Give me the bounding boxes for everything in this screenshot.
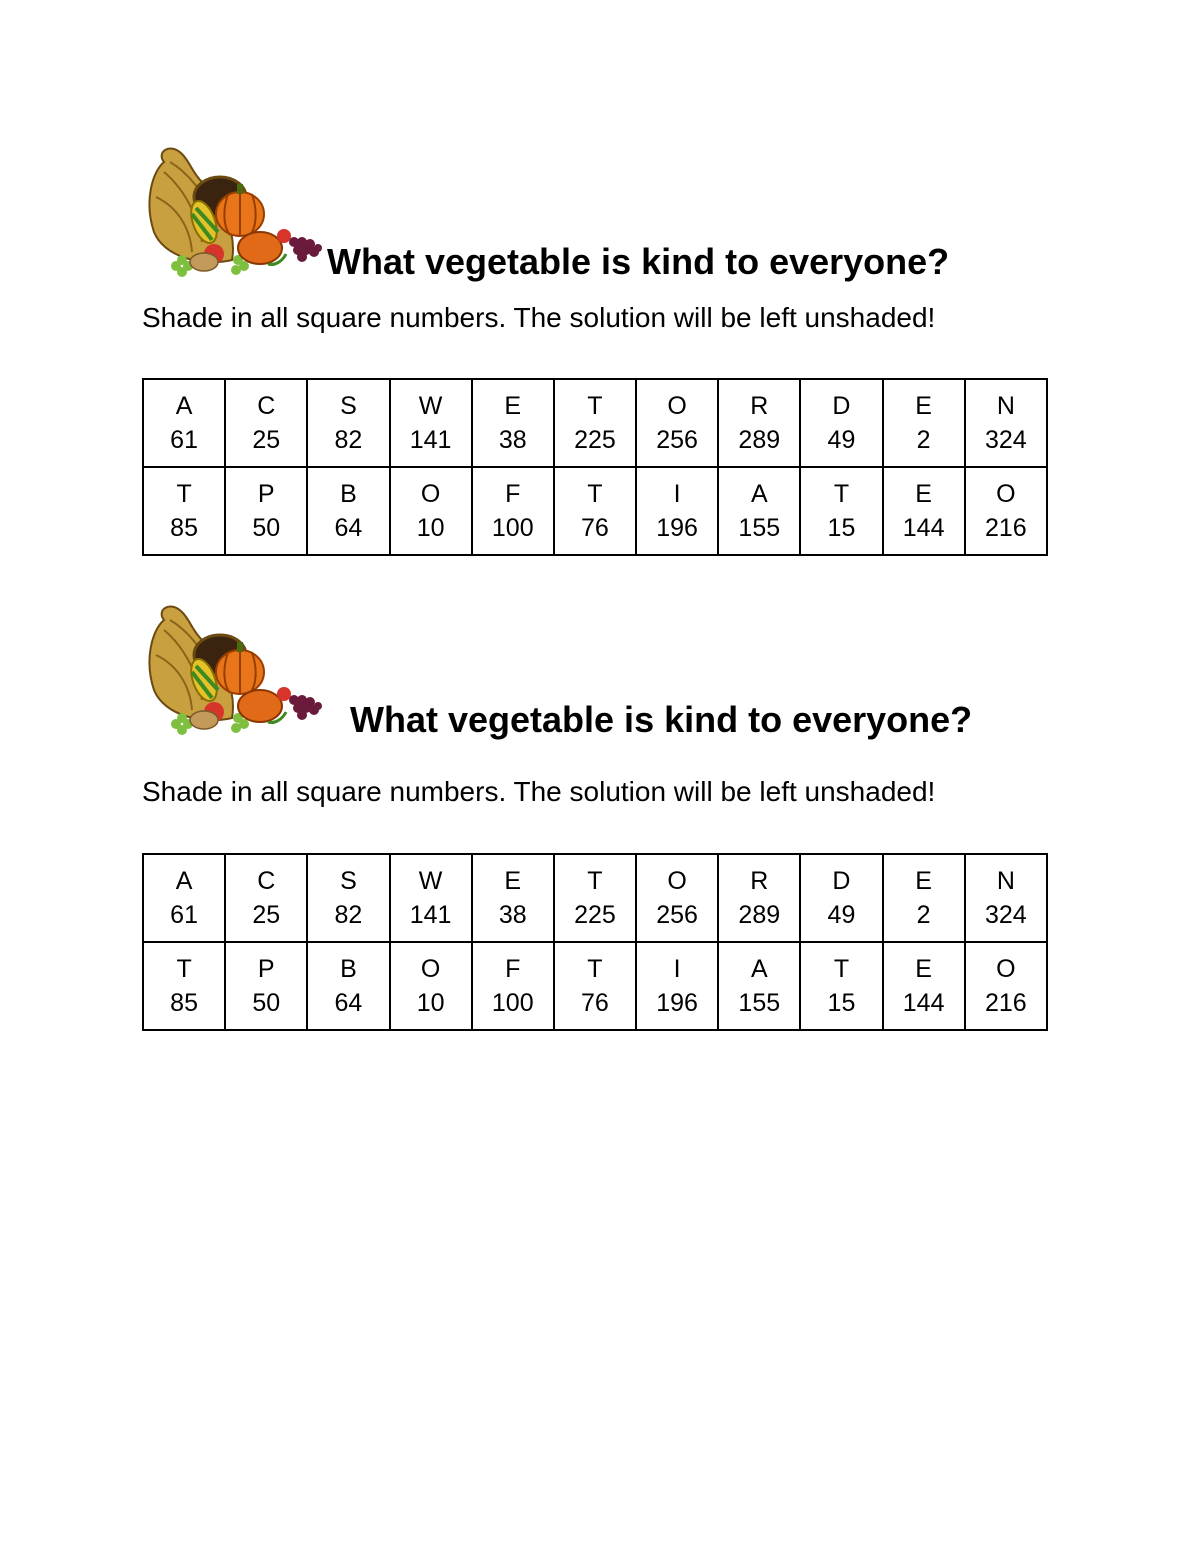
cell-letter: E (504, 867, 522, 895)
grid-cell[interactable] (225, 854, 307, 942)
grid-cell[interactable] (307, 942, 389, 1030)
cell-letter: E (915, 867, 932, 895)
cell-letter: E (915, 955, 932, 983)
cell-number: 82 (334, 901, 363, 929)
cell-letter: N (996, 392, 1015, 420)
cell-letter: F (505, 480, 521, 508)
cell-number: 155 (738, 514, 781, 542)
cell-letter: O (667, 867, 687, 895)
cell-number: 196 (656, 514, 698, 542)
grid-cell[interactable] (143, 467, 225, 555)
cell-number: 100 (491, 514, 534, 542)
cell-number: 324 (985, 901, 1027, 929)
grid-cell[interactable] (554, 379, 636, 467)
grid-cell[interactable] (636, 854, 718, 942)
grid-cell[interactable] (636, 942, 718, 1030)
grid-cell[interactable] (965, 854, 1047, 942)
grid-cell[interactable] (307, 467, 389, 555)
worksheet-instruction: Shade in all square numbers. The solution will be left unshaded! (142, 302, 936, 333)
cell-number: 61 (170, 901, 198, 929)
cell-number: 38 (498, 426, 527, 454)
cell-letter: S (340, 392, 357, 420)
cell-letter: O (667, 392, 687, 420)
cell-letter: A (175, 392, 193, 420)
grid-cell[interactable] (225, 467, 307, 555)
cell-number: 144 (902, 514, 945, 542)
cell-letter: R (750, 392, 769, 420)
cell-number: 2 (916, 426, 931, 454)
cell-number: 144 (902, 989, 945, 1017)
grid-cell[interactable] (390, 942, 472, 1030)
cell-letter: E (915, 392, 932, 420)
grid-cell[interactable] (143, 942, 225, 1030)
grid-cell[interactable] (390, 854, 472, 942)
cell-letter: O (420, 480, 441, 508)
cell-number: 196 (656, 989, 698, 1017)
cornucopia-image-slot (142, 142, 327, 292)
cell-number: 289 (738, 426, 781, 454)
cell-letter: T (176, 480, 192, 508)
cell-letter: C (257, 867, 276, 895)
cell-letter: E (915, 480, 932, 508)
grid-cell[interactable] (800, 942, 882, 1030)
worksheet-title: What vegetable is kind to everyone? (327, 241, 950, 282)
grid-cell[interactable] (636, 467, 718, 555)
grid-cell[interactable] (883, 467, 965, 555)
cell-letter: A (175, 867, 193, 895)
grid-cell[interactable] (390, 467, 472, 555)
cell-letter: A (750, 480, 768, 508)
cell-number: 141 (409, 901, 452, 929)
cell-letter: S (340, 867, 357, 895)
grid-cell[interactable] (307, 379, 389, 467)
cell-letter: R (750, 867, 769, 895)
cell-letter: T (587, 480, 603, 508)
cell-number: 64 (334, 989, 363, 1017)
cell-letter: I (673, 955, 681, 983)
grid-row (143, 467, 1047, 555)
grid-cell[interactable] (143, 854, 225, 942)
worksheet-title: What vegetable is kind to everyone? (350, 699, 973, 740)
grid-cell[interactable] (883, 379, 965, 467)
cell-letter: C (257, 392, 276, 420)
cell-number: 76 (581, 989, 609, 1017)
cell-number: 61 (170, 426, 198, 454)
grid-cell[interactable] (472, 379, 554, 467)
cell-number: 216 (985, 989, 1027, 1017)
cell-number: 25 (252, 901, 281, 929)
grid-cell[interactable] (225, 942, 307, 1030)
cell-number: 50 (252, 989, 281, 1017)
grid-cell[interactable] (718, 942, 800, 1030)
cell-letter: T (587, 867, 603, 895)
cell-letter: D (832, 867, 851, 895)
cell-number: 38 (498, 901, 527, 929)
cell-letter: T (176, 955, 192, 983)
cornucopia-illustration (142, 600, 327, 745)
worksheet-2 (142, 600, 1048, 1017)
cell-number: 64 (334, 514, 363, 542)
cell-number: 15 (827, 514, 856, 542)
grid-row (143, 854, 1047, 942)
grid-cell[interactable] (472, 467, 554, 555)
grid-cell[interactable] (965, 942, 1047, 1030)
grid-cell[interactable] (554, 942, 636, 1030)
cell-letter: I (673, 480, 681, 508)
grid-row (143, 942, 1047, 1030)
puzzle-grid (142, 853, 1048, 1031)
cell-number: 85 (170, 989, 198, 1017)
cell-letter: F (505, 955, 521, 983)
cell-number: 256 (656, 426, 698, 454)
grid-cell[interactable] (390, 379, 472, 467)
cell-number: 225 (574, 901, 616, 929)
worksheet-1 (142, 142, 1048, 542)
cell-number: 225 (574, 426, 616, 454)
cell-letter: O (420, 955, 441, 983)
grid-cell[interactable] (225, 379, 307, 467)
cell-number: 324 (985, 426, 1027, 454)
grid-cell[interactable] (883, 854, 965, 942)
cell-number: 50 (252, 514, 281, 542)
grid-cell[interactable] (718, 379, 800, 467)
cell-letter: T (833, 955, 850, 983)
cell-number: 289 (738, 901, 781, 929)
cell-number: 49 (827, 426, 856, 454)
grid-cell[interactable] (718, 467, 800, 555)
cell-number: 15 (827, 989, 856, 1017)
cell-letter: T (833, 480, 850, 508)
grid-cell[interactable] (800, 379, 882, 467)
worksheet-header (142, 600, 1048, 807)
grid-cell[interactable] (554, 467, 636, 555)
cell-letter: O (996, 480, 1016, 508)
puzzle-grid (142, 378, 1048, 556)
cell-number: 141 (409, 426, 452, 454)
cell-letter: B (340, 480, 357, 508)
grid-cell[interactable] (636, 379, 718, 467)
cell-number: 155 (738, 989, 781, 1017)
grid-cell[interactable] (472, 854, 554, 942)
grid-cell[interactable] (800, 467, 882, 555)
cell-number: 2 (916, 901, 931, 929)
cell-letter: W (418, 392, 443, 420)
cell-number: 49 (827, 901, 856, 929)
cell-number: 216 (985, 514, 1027, 542)
cell-letter: E (504, 392, 522, 420)
cell-number: 82 (334, 426, 363, 454)
cell-number: 100 (491, 989, 534, 1017)
grid-cell[interactable] (472, 942, 554, 1030)
cell-number: 10 (416, 989, 445, 1017)
cornucopia-image-slot (142, 600, 327, 750)
cell-letter: D (832, 392, 851, 420)
grid-cell[interactable] (718, 854, 800, 942)
cell-number: 10 (416, 514, 445, 542)
grid-cell[interactable] (800, 854, 882, 942)
grid-cell[interactable] (883, 942, 965, 1030)
cell-letter: T (587, 955, 603, 983)
worksheet-instruction: Shade in all square numbers. The solution will be left unshaded! (142, 776, 936, 807)
cell-number: 76 (581, 514, 609, 542)
cornucopia-illustration (142, 142, 327, 287)
grid-cell[interactable] (143, 379, 225, 467)
cell-letter: A (750, 955, 768, 983)
grid-cell[interactable] (965, 379, 1047, 467)
cell-letter: P (257, 480, 275, 508)
cell-letter: T (587, 392, 603, 420)
grid-row (143, 379, 1047, 467)
cell-number: 85 (170, 514, 198, 542)
cell-letter: W (418, 867, 443, 895)
grid-cell[interactable] (554, 854, 636, 942)
worksheet-header (142, 142, 1048, 333)
cell-number: 25 (252, 426, 281, 454)
grid-cell[interactable] (307, 854, 389, 942)
cell-letter: N (996, 867, 1015, 895)
cell-letter: P (257, 955, 275, 983)
cell-number: 256 (656, 901, 698, 929)
cell-letter: O (996, 955, 1016, 983)
grid-cell[interactable] (965, 467, 1047, 555)
cell-letter: B (340, 955, 357, 983)
